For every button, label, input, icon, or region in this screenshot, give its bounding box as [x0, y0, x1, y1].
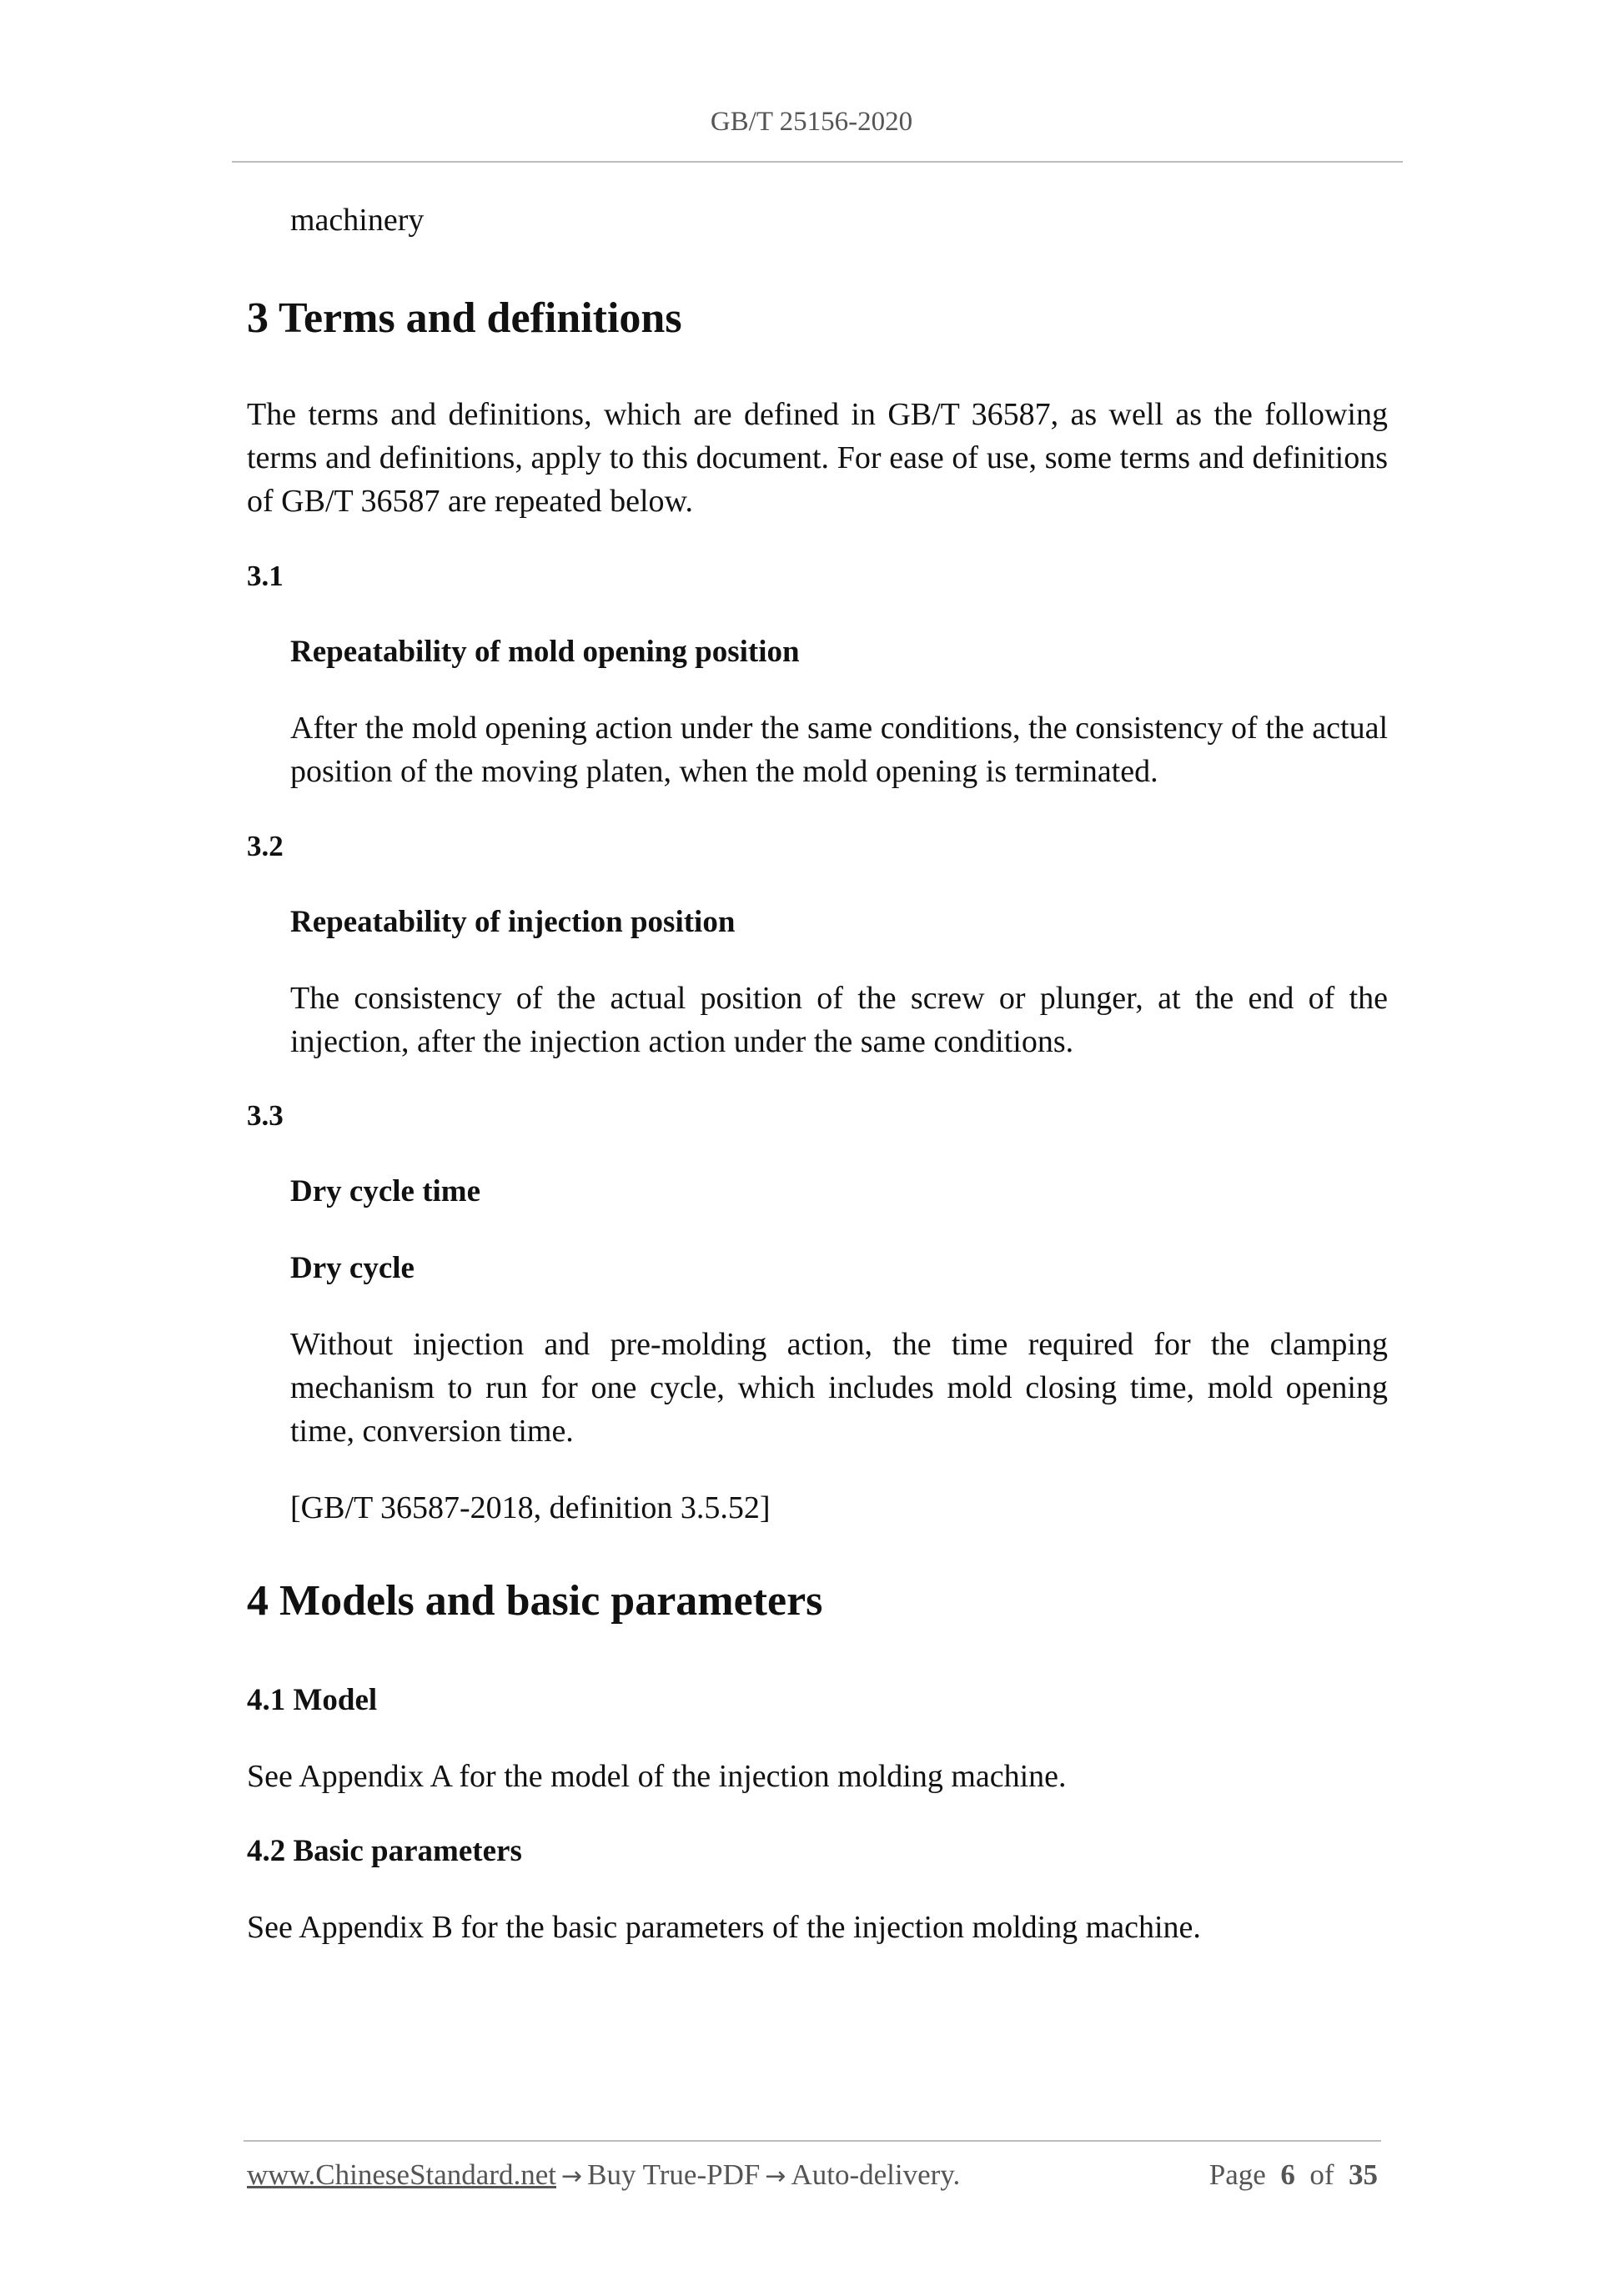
section-4-2-text: See Appendix B for the basic parameters of the injection molding machine. [247, 1910, 1201, 1945]
term-3-3-definition: Without injection and pre-molding action, the time required for the clamping mechanism to run for one cycle, which includes mold closing time, mold opening time, conversion time. [290, 1327, 1388, 1449]
auto-delivery-text: Auto-delivery. [791, 2158, 961, 2191]
term-3-3-synonym: Dry cycle [290, 1251, 415, 1285]
document-header: GB/T 25156-2020 [710, 107, 913, 137]
page-of-label: of [1309, 2158, 1334, 2191]
arrow-right-icon: → [765, 2162, 786, 2191]
chinesestandard-link[interactable]: www.ChineseStandard.net [247, 2158, 556, 2191]
section-3-heading: 3 Terms and definitions [247, 294, 682, 342]
term-3-3-name: Dry cycle time [290, 1174, 481, 1208]
section-3-intro: The terms and definitions, which are defined in GB/T 36587, as well as the following terms and definitions, apply to this document. For ease of use, some terms and definitions of GB/T 36587 are repeated below. [247, 397, 1388, 519]
page-number [1209, 2158, 1378, 2192]
term-3-2-number: 3.2 [247, 830, 284, 862]
page-current: 6 [1280, 2158, 1295, 2191]
term-3-2-name: Repeatability of injection position [290, 905, 736, 939]
header-divider [232, 161, 1403, 163]
term-3-1-definition: After the mold opening action under the same conditions, the consistency of the actual position of the moving platen, when the mold opening is terminated. [290, 711, 1388, 789]
arrow-right-icon: → [561, 2162, 583, 2191]
section-4-1-heading: 4.1 Model [247, 1683, 378, 1717]
page-total: 35 [1349, 2158, 1378, 2191]
term-3-3-number: 3.3 [247, 1099, 284, 1132]
buy-true-pdf-text: Buy True-PDF [587, 2158, 761, 2191]
term-3-2-definition: The consistency of the actual position of the screw or plunger, at the end of the injection, after the injection action under the same conditions. [290, 981, 1388, 1059]
continuation-text: machinery [290, 203, 425, 238]
footer-links [247, 2158, 960, 2192]
page-footer [247, 2158, 1378, 2200]
section-4-2-heading: 4.2 Basic parameters [247, 1834, 522, 1868]
term-3-1-number: 3.1 [247, 560, 284, 592]
footer-divider [244, 2140, 1381, 2142]
term-3-1-name: Repeatability of mold opening position [290, 635, 800, 669]
section-4-1-text: See Appendix A for the model of the injection molding machine. [247, 1759, 1067, 1794]
section-4-heading: 4 Models and basic parameters [247, 1577, 823, 1625]
page-label: Page [1208, 2158, 1266, 2191]
term-3-3-source: [GB/T 36587-2018, definition 3.5.52] [290, 1490, 771, 1525]
